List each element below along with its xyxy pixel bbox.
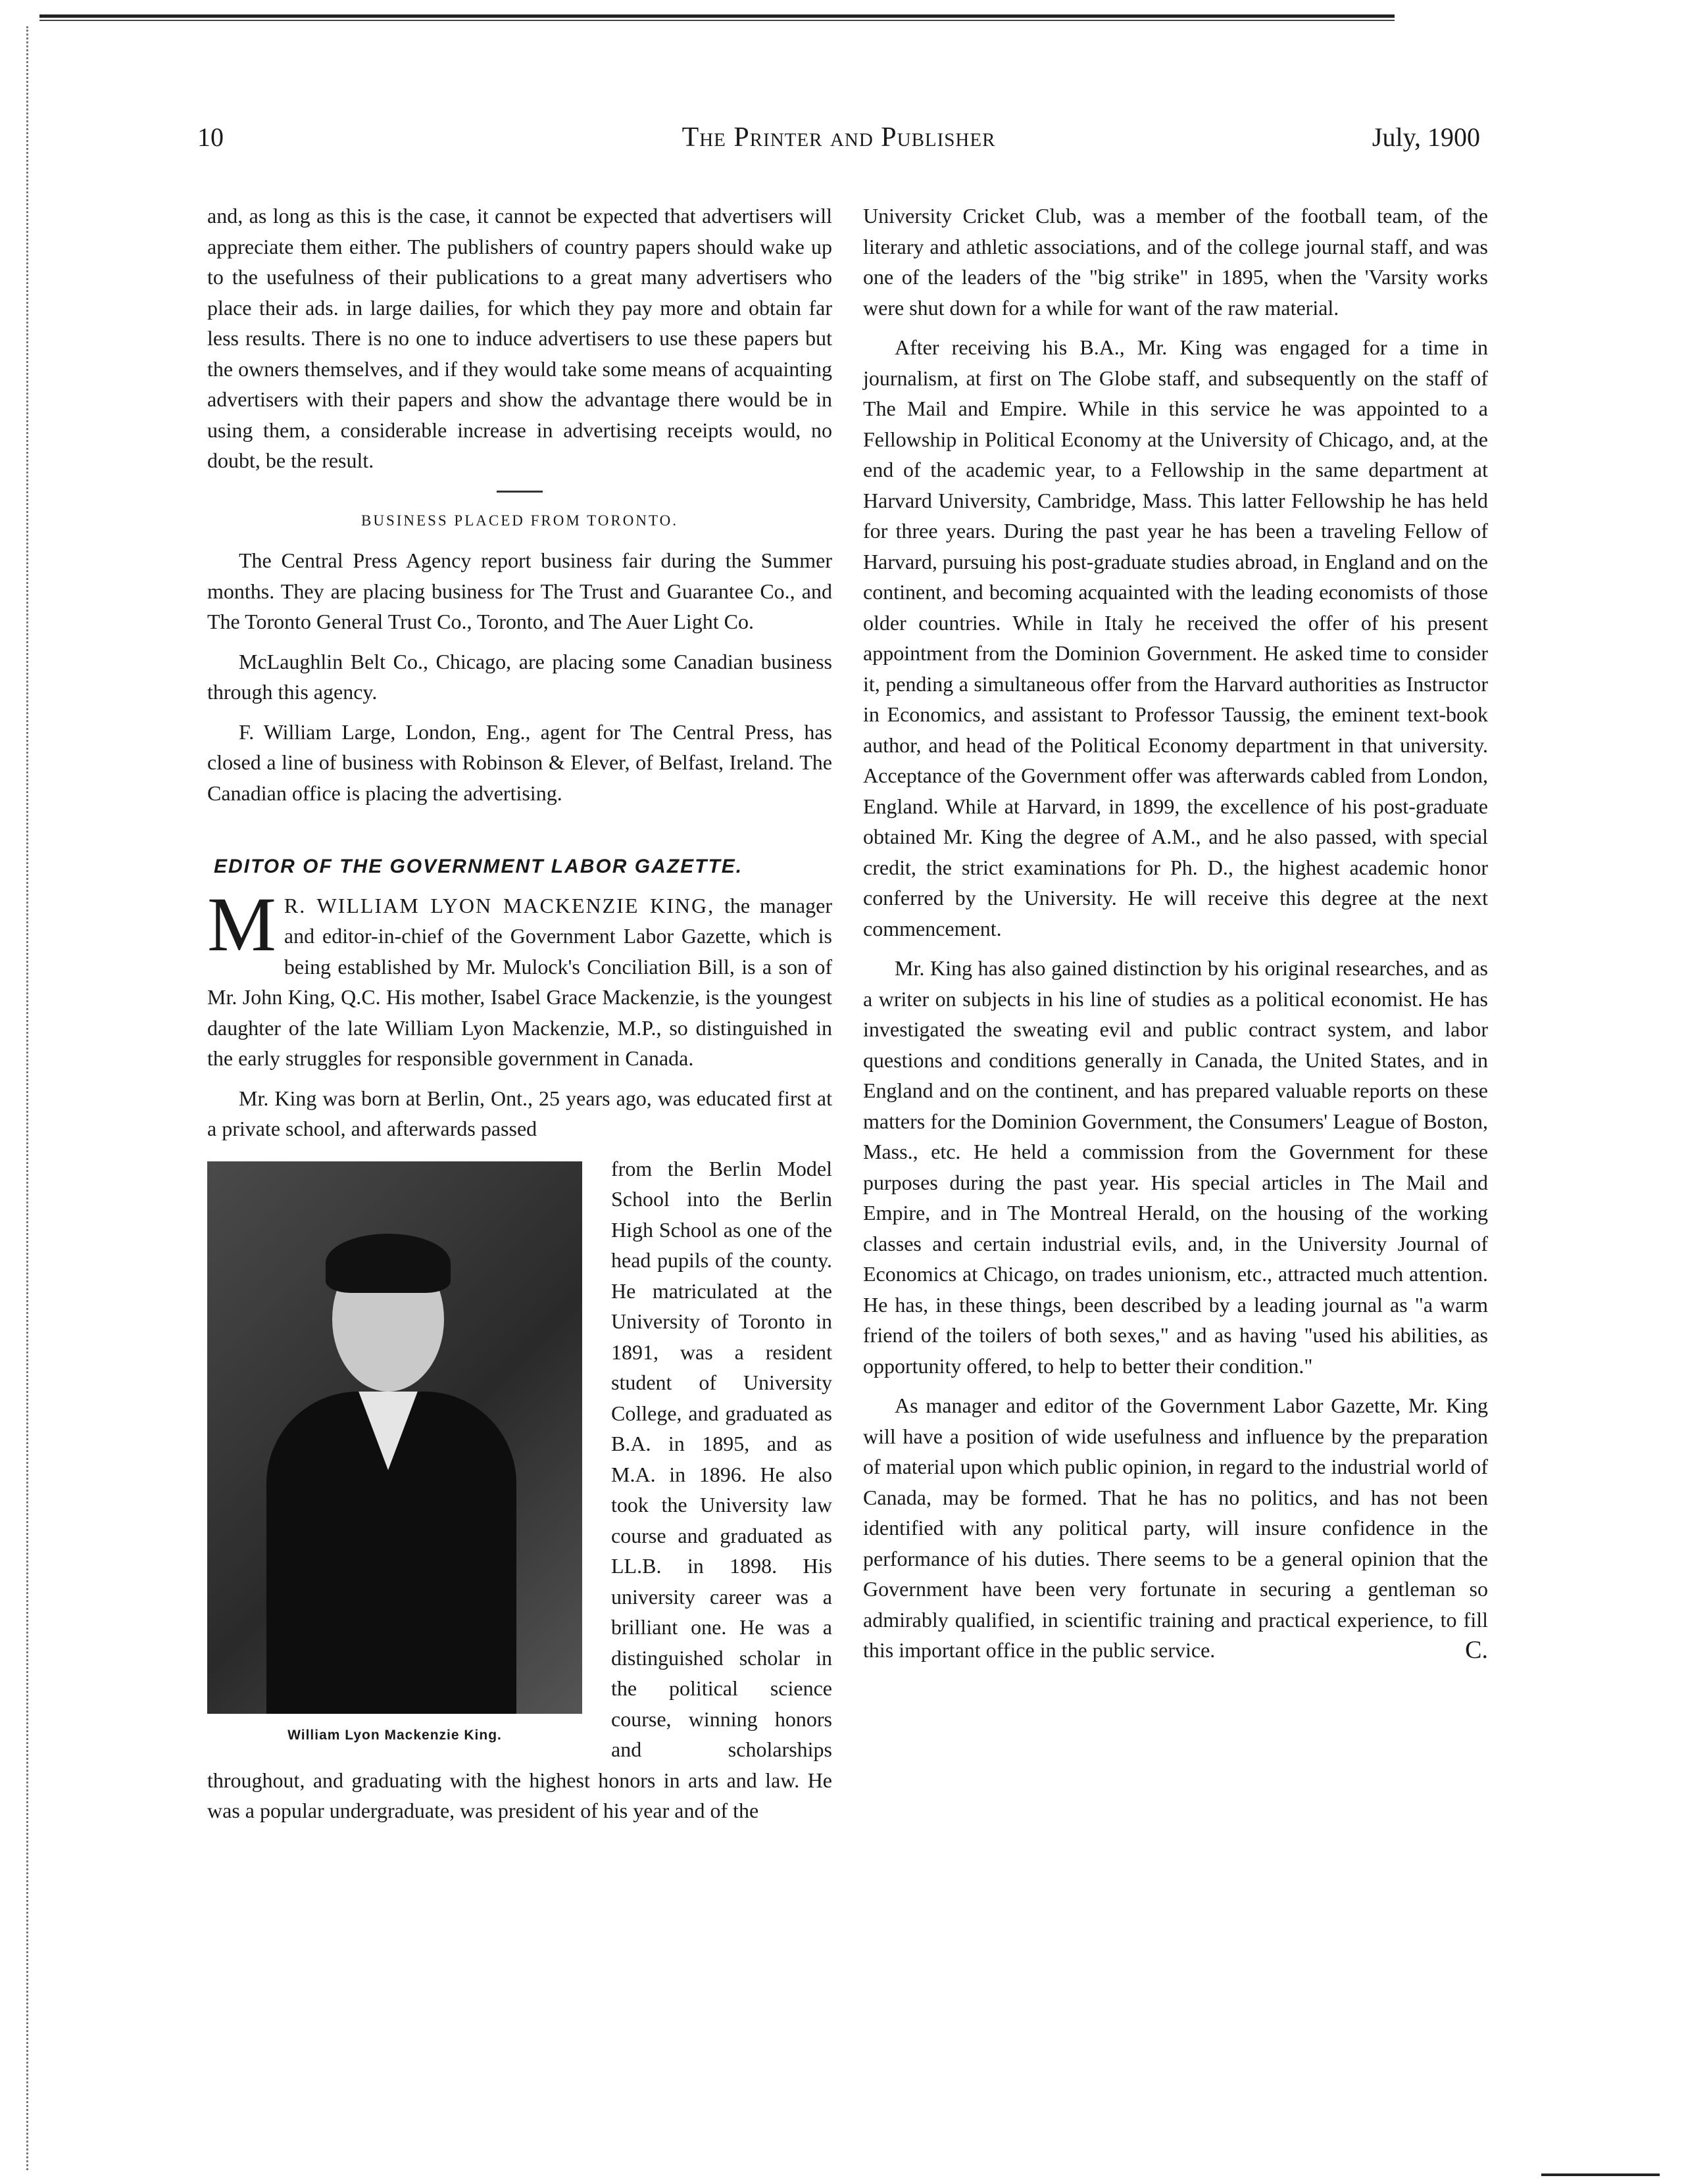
left-column — [207, 201, 832, 1835]
page-header — [197, 122, 1480, 161]
lead-text: the manager and editor-in-chief of the Government Labor Gazette, which is being established by Mr. Mulock's Conciliation Bill, is a son of Mr. John King, Q.C. His mother, Isabel Grace Mackenzie, is the youngest daughter of the late William Lyon Mackenzie, M.P., so distinguished in the early struggles for responsible government in Canada. — [207, 893, 833, 1070]
paragraph — [863, 1390, 1488, 1666]
paragraph-wrapped: from the Berlin Model School into the Berlin High School as one of the head pupils of the county. He matriculated at the University of Toronto in 1891, was a resident student of University College, and graduated as B.A. in 1895, and as M.A. in 1896. He also took the University law course and graduated as LL.B. in 1898. His university career was a brilliant one. He was a distinguished scholar in the political science course, winning honors and scholarships throughout, and graduating with the highest honors in arts and law. He was a popular undergraduate, was president of his year and of the — [207, 1156, 832, 1822]
drop-cap: M — [207, 881, 276, 967]
bottom-rule — [1541, 2173, 1660, 2176]
issue-date: July, 1900 — [1372, 122, 1480, 152]
lead-caps: R. WILLIAM LYON MACKENZIE KING, — [284, 893, 715, 917]
paragraph: After receiving his B.A., Mr. King was engaged for a time in journalism, at first on The Globe staff, and subsequently on the staff of The Mail and Empire. While in this service he was appointed to a Fellowship in Political Economy at the University of Chicago, and, at the end of the academic year, to a Fellowship in the same department at Harvard University, Cambridge, Mass. This latter Fellowship he has held for three years. During the past year he has been a traveling Fellow of Harvard, pursuing his post-graduate studies abroad, in England and on the continent, and becoming acquainted with the leading economists of those older countries. While in Italy he received the offer of his present appointment from the Dominion Government. He asked time to consider it, pending a simultaneous offer from the Harvard authorities as Instructor in Economics, and assistant to Professor Taussig, the eminent text-book author, and head of the Political Economy department in that university. Acceptance of the Government offer was afterwards cabled from London, England. While at Harvard, in 1899, the excellence of his post-graduate obtained Mr. King the degree of A.M., and he also passed, with special credit, the strict examinations for Ph. D., the highest academic honor conferred by the University. He will receive this degree at the next commencement. — [863, 335, 1488, 940]
paragraph: McLaughlin Belt Co., Chicago, are placing some Canadian business through this agency. — [207, 649, 832, 704]
paragraph: Mr. King was born at Berlin, Ont., 25 years ago, was educated first at a private school, and afterwards passed — [207, 1086, 832, 1140]
paragraph: University Cricket Club, was a member of the football team, of the literary and athletic associations, and of the college journal staff, and was one of the leaders of the "big strike" in 1895, when the 'Varsity works were shut down for a while for want of the raw material. — [863, 204, 1488, 320]
paragraph: Mr. King has also gained distinction by his original researches, and as a writer on subjects in his line of studies as a political economist. He has investigated the sweating evil and public contract system, and labor questions and conditions generally in Canada, the United States, and in England and on the continent, and has prepared valuable reports on these matters for the Dominion Government, the Consumers' League of Boston, Mass., etc. He held a commission from the Government for these purposes during the past year. His special articles in The Mail and Empire, and in The Montreal Herald, on the housing of the working classes and certain industrial evils, and, in the University Journal of Economics at Chicago, on trades unionism, etc., attracted much attention. He has, in these things, been described by a leading journal as "a warm friend of the toilers of both sexes," and as having "used his abilities, as opportunity offered, to help to better their condition." — [863, 956, 1488, 1378]
photo-caption: William Lyon Mackenzie King. — [287, 1727, 502, 1743]
paragraph: F. William Large, London, Eng., agent for The Central Press, has closed a line of business with Robinson & Elever, of Belfast, Ireland. The Canadian office is placing the advertising. — [207, 719, 832, 805]
author-signature: C. — [1465, 1636, 1488, 1664]
paragraph: The Central Press Agency report business fair during the Summer months. They are placing business for The Trust and Guarantee Co., and The Toronto General Trust Co., Toronto, and The Auer Light Co. — [207, 548, 832, 633]
page-number: 10 — [197, 122, 224, 152]
publication-title: The Printer and Publisher — [682, 122, 996, 153]
paragraph-text: As manager and editor of the Government Labor Gazette, Mr. King will have a position of wide usefulness and influence by the preparation of material upon which public opinion, in regard to the industrial world of Canada, may be formed. That he has no politics, and has not been identified with any political party, will insure confidence in the performance of his duties. There seems to be a general opinion that the Government have been very fortunate in securing a gentleman so admirably qualified, in scientific training and practical experience, to fill this important office in the public service. — [863, 1394, 1488, 1662]
right-column — [863, 201, 1488, 1675]
paragraph: and, as long as this is the case, it cannot be expected that advertisers will appreciate them either. The publishers of country papers should wake up to the usefulness of their publications to a great many advertisers who place their ads. in large dailies, for which they pay more and obtain far less results. There is no one to induce advertisers to use these papers but the owners themselves, and if they would take some means of acquainting advertisers with their papers and show the advantage there would be in using them, a considerable increase in advertising receipts would, no doubt, be the result. — [207, 204, 832, 472]
photo-hair-shape — [326, 1234, 451, 1293]
article-title: EDITOR OF THE GOVERNMENT LABOR GAZETTE. — [214, 856, 743, 877]
portrait-figure — [207, 1161, 595, 1753]
subheading: BUSINESS PLACED FROM TORONTO. — [361, 512, 678, 529]
portrait-photo — [207, 1161, 582, 1714]
article-lead-paragraph — [207, 881, 833, 1074]
binding-marks — [26, 26, 55, 2170]
top-rule — [39, 14, 1395, 24]
section-divider — [497, 491, 543, 493]
